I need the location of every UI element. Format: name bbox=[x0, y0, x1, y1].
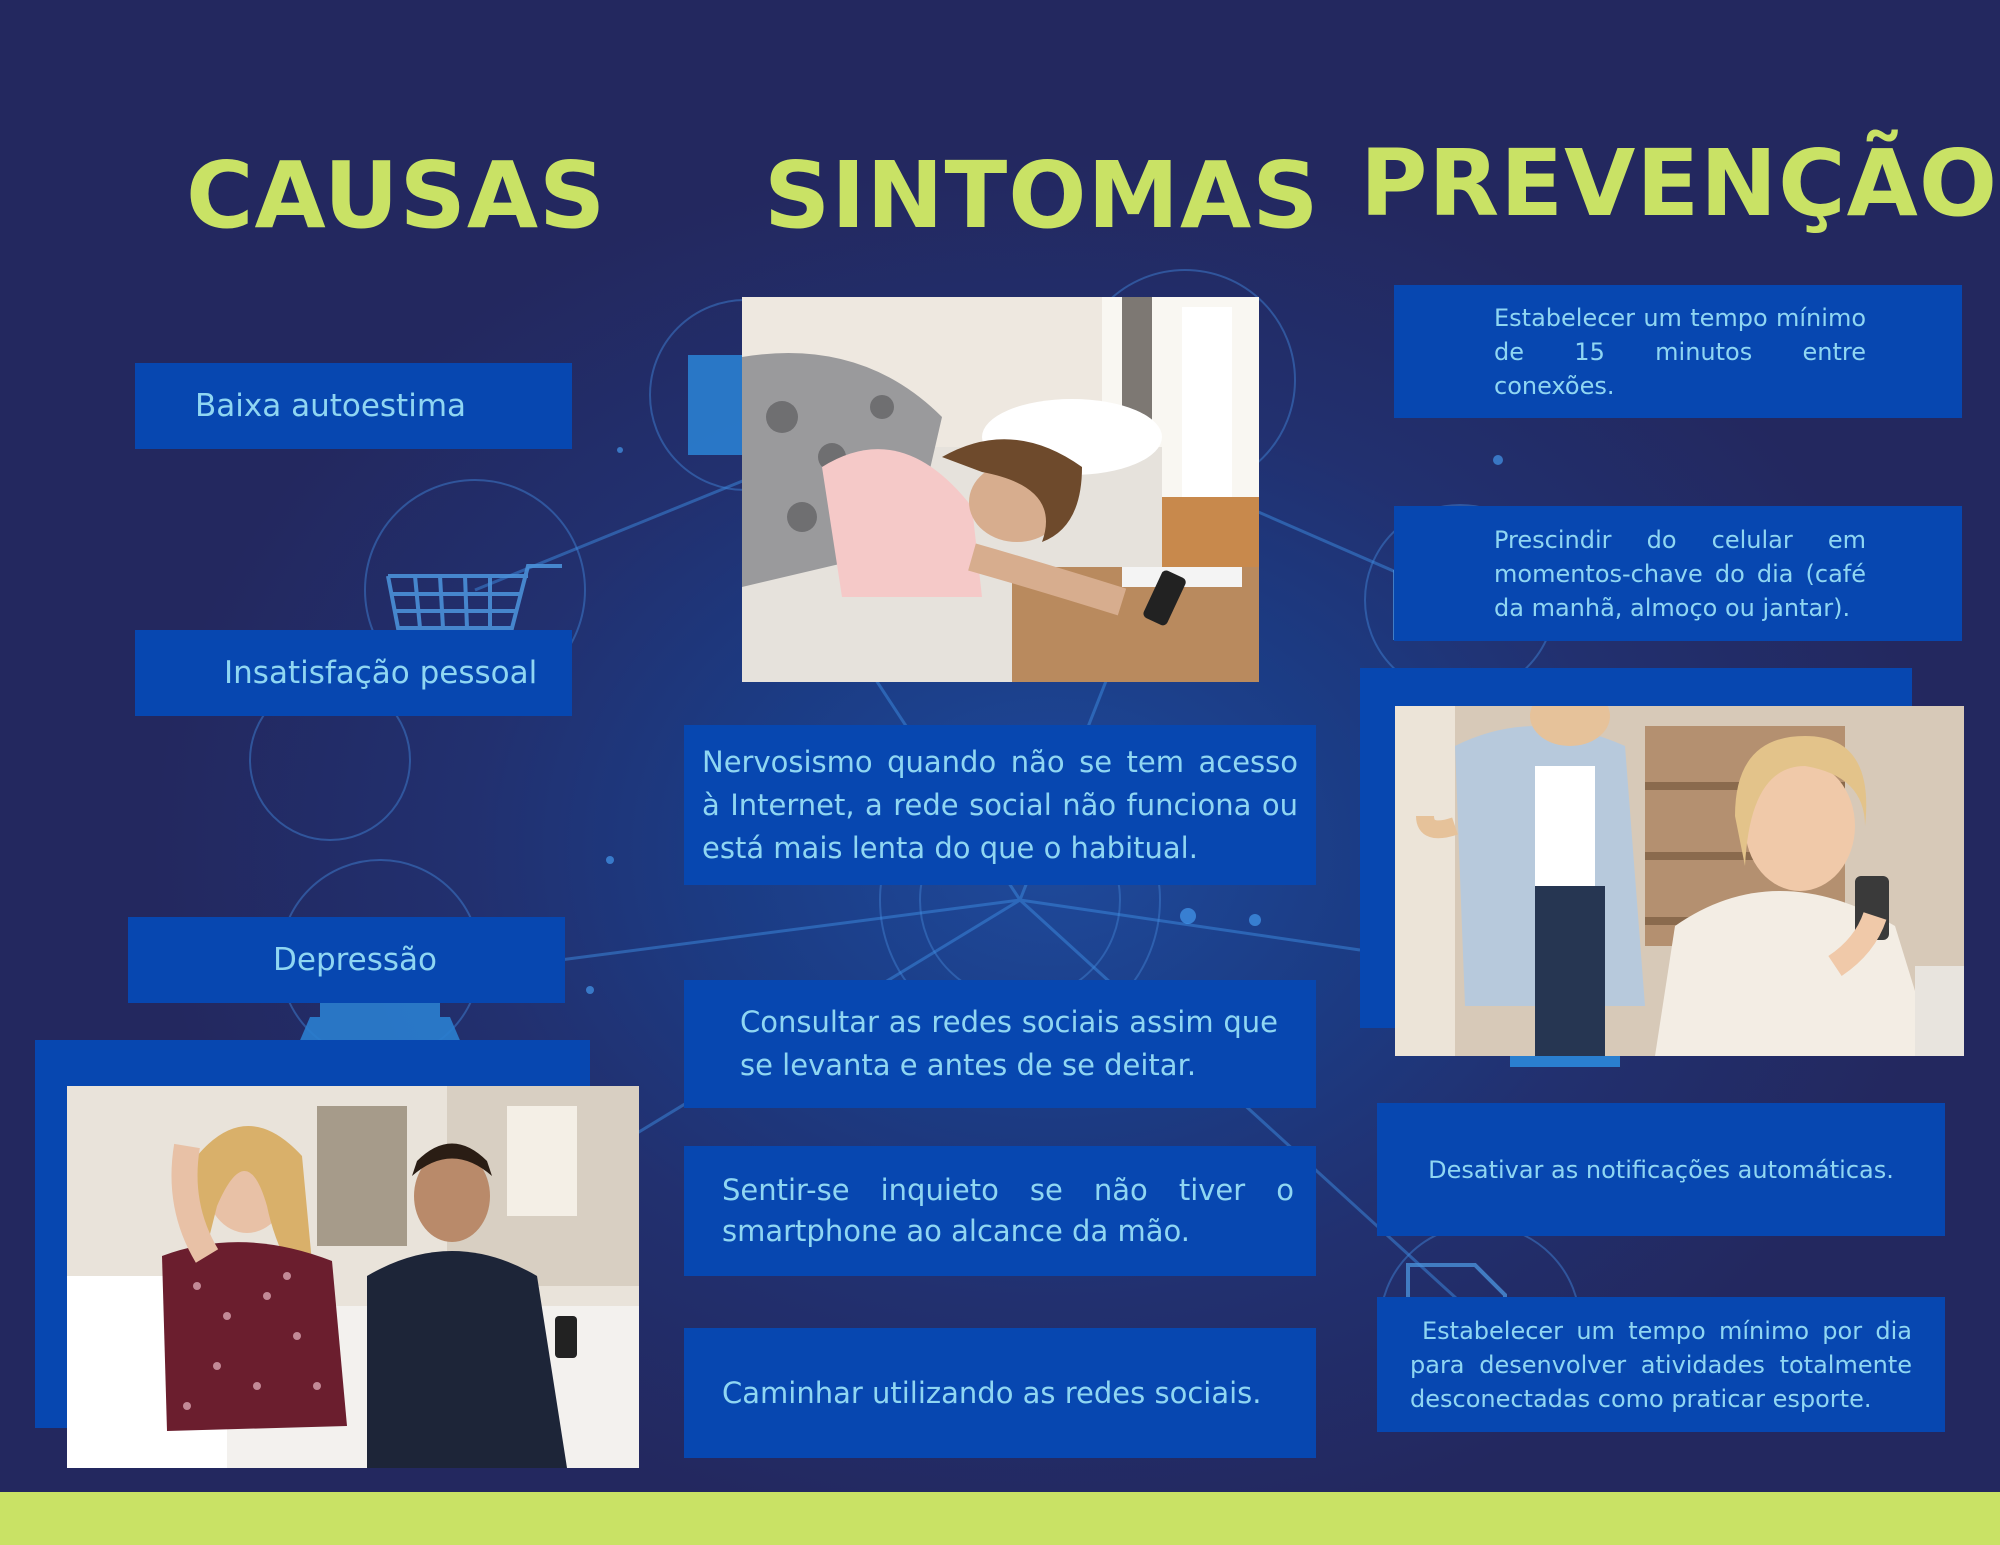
prevencao-box-3 bbox=[1377, 1103, 1945, 1236]
sintoma-text: Caminhar utilizando as redes sociais. bbox=[722, 1376, 1262, 1410]
prevencao-box-4 bbox=[1377, 1297, 1945, 1432]
prevencao-box-1 bbox=[1394, 285, 1962, 418]
sintoma-text: Nervosismo quando não se tem acesso à Internet, a rede social não funciona ou está mais lenta do que o habitual. bbox=[702, 744, 1298, 865]
causa-label: Baixa autoestima bbox=[195, 388, 467, 424]
causa-box-3 bbox=[128, 917, 565, 1003]
prevencao-box-2 bbox=[1394, 506, 1962, 641]
sintoma-box-1 bbox=[684, 725, 1316, 885]
photo-couple-sofa bbox=[67, 1086, 639, 1468]
heading-sintomas: SINTOMAS bbox=[764, 142, 1320, 249]
prevencao-text: Desativar as notificações automáticas. bbox=[1428, 1155, 1894, 1184]
causa-label: Insatisfação pessoal bbox=[224, 655, 538, 691]
footer-bar bbox=[0, 1492, 2000, 1545]
sintoma-text: Consultar as redes sociais assim que se levanta e antes de se deitar. bbox=[740, 1005, 1278, 1082]
prevencao-text: Estabelecer um tempo mínimo de 15 minutos entre conexões. bbox=[1494, 303, 1866, 400]
causa-box-2 bbox=[135, 630, 572, 716]
heading-prevencao: PREVENÇÃO bbox=[1360, 130, 1999, 237]
prevencao-text: Prescindir do celular em momentos-chave do dia (café da manhã, almoço ou jantar). bbox=[1494, 525, 1866, 622]
cart-icon bbox=[388, 566, 562, 628]
sintoma-text: Sentir-se inquieto se não tiver o smartphone ao alcance da mão. bbox=[722, 1173, 1294, 1248]
photo-mother-daughter bbox=[1395, 706, 1964, 1056]
sintoma-box-2 bbox=[684, 980, 1316, 1108]
causa-label: Depressão bbox=[273, 942, 438, 978]
heading-causas: CAUSAS bbox=[186, 142, 607, 249]
sintoma-box-4 bbox=[684, 1328, 1316, 1458]
photo-woman-bed bbox=[742, 297, 1259, 682]
prevencao-text: Estabelecer um tempo mínimo por dia para desenvolver atividades totalmente desconectadas como praticar esporte. bbox=[1410, 1316, 1912, 1413]
sintoma-box-3 bbox=[684, 1146, 1316, 1276]
causa-box-1 bbox=[135, 363, 572, 449]
